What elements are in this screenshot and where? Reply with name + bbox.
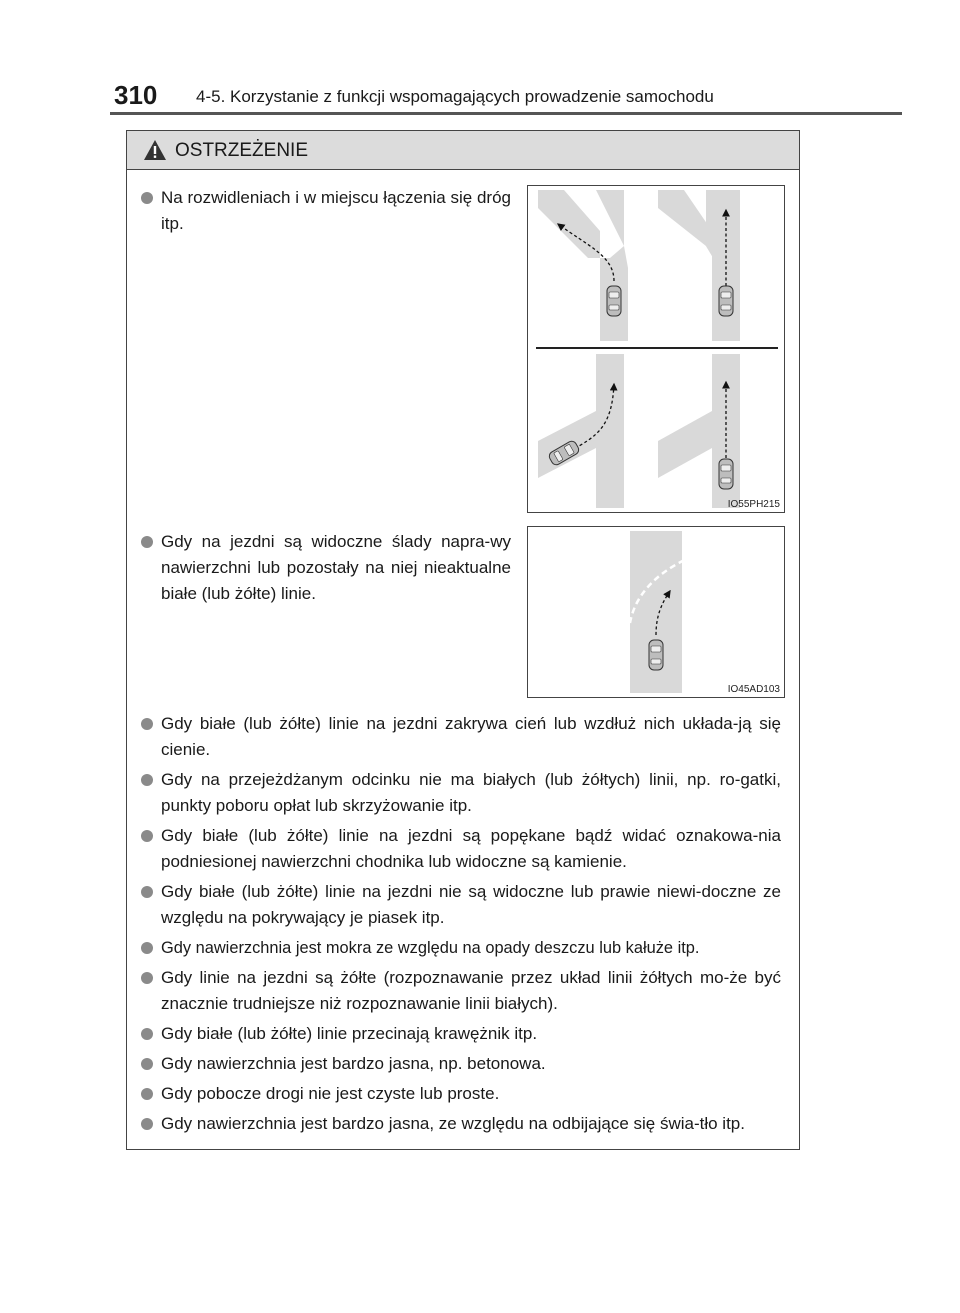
warning-item (141, 1051, 781, 1077)
bullet-icon (141, 972, 153, 984)
warning-item (141, 1021, 781, 1047)
warning-title: OSTRZEŻENIE (175, 140, 309, 161)
figure-code: IO45AD103 (727, 684, 780, 695)
warning-item (141, 1081, 781, 1107)
page-number: 310 (114, 80, 158, 110)
bullet-icon (141, 774, 153, 786)
item-text: Gdy białe (lub żółte) linie na jezdni nie są widoczne lub prawie niewi-doczne ze względu na pokrywający je piasek itp. (161, 882, 781, 927)
warning-item (141, 965, 781, 1017)
warning-item (141, 711, 781, 763)
forks-merges-diagram (528, 186, 784, 512)
bullet-icon (141, 192, 153, 204)
bullet-icon (141, 1058, 153, 1070)
header-rule (110, 112, 902, 115)
warning-item (141, 879, 781, 931)
item-text: Gdy pobocze drogi nie jest czyste lub proste. (161, 1084, 500, 1103)
bullet-icon (141, 942, 153, 954)
bullet-icon (141, 886, 153, 898)
item-text: Gdy na jezdni są widoczne ślady napra-wy nawierzchni lub pozostały na niej nieaktualne białe (lub żółte) linie. (161, 532, 511, 603)
page-header (110, 80, 900, 110)
warning-box (126, 130, 800, 1150)
item-text: Gdy nawierzchnia jest bardzo jasna, ze względu na odbijające się świa-tło itp. (161, 1114, 745, 1133)
figure-old-lines (527, 526, 785, 698)
item-text: Gdy na przejeżdżanym odcinku nie ma białych (lub żółtych) linii, np. ro-gatki, punkty poboru opłat lub skrzyżowanie itp. (161, 770, 781, 815)
bullet-icon (141, 536, 153, 548)
item-text: Gdy linie na jezdni są żółte (rozpoznawanie przez układ linii żółtych mo-że być znacznie trudniejsze niż rozpoznawanie linii białych). (161, 968, 781, 1013)
bullet-icon (141, 1088, 153, 1100)
item-text: Gdy nawierzchnia jest bardzo jasna, np. betonowa. (161, 1054, 546, 1073)
item-text: Na rozwidleniach i w miejscu łączenia się dróg itp. (161, 188, 511, 233)
warning-item (141, 767, 781, 819)
figure-forks-merges (527, 185, 785, 513)
warning-item (141, 823, 781, 875)
old-lines-diagram (528, 527, 784, 697)
item-text: Gdy białe (lub żółte) linie na jezdni są popękane bądź widać oznakowa-nia podniesionej nawierzchni chodnika lub widoczne są kamienie. (161, 826, 781, 871)
warning-item (141, 935, 791, 961)
bullet-icon (141, 830, 153, 842)
chapter-title: 4-5. Korzystanie z funkcji wspomagających prowadzenie samochodu (196, 87, 714, 106)
bullet-icon (141, 718, 153, 730)
bullet-icon (141, 1028, 153, 1040)
warning-triangle-icon (143, 139, 167, 161)
item-text: Gdy nawierzchnia jest mokra ze względu na opady deszczu lub kałuże itp. (161, 939, 700, 957)
figure-code: IO55PH215 (727, 499, 780, 510)
warning-item (141, 529, 511, 607)
warning-item (141, 185, 511, 237)
item-text: Gdy białe (lub żółte) linie na jezdni zakrywa cień lub wzdłuż nich układa-ją się cienie. (161, 714, 781, 759)
warning-item (141, 1111, 781, 1137)
item-text: Gdy białe (lub żółte) linie przecinają krawężnik itp. (161, 1024, 538, 1043)
bullet-icon (141, 1118, 153, 1130)
warning-header (127, 131, 799, 170)
